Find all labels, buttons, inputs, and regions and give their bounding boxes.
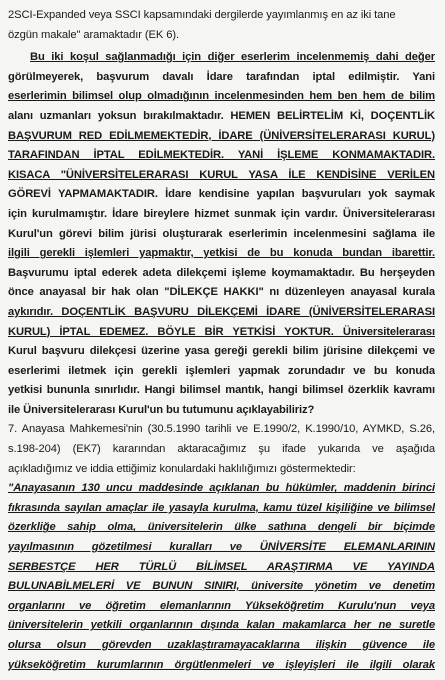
paragraph1-line-2: özgün makale" aramaktadır (EK 6). — [8, 28, 180, 41]
quote-line-3: özerkliğe sahip olma, üniversitelerin ülke sathına dengeli bir biçimde — [8, 521, 435, 534]
paragraph1-line-1: 2SCI-Expanded veya SSCI kapsamındaki dergilerde yayımlanmış en az iki tane — [8, 9, 396, 21]
paragraph2-line-16: Kurul başvuru dilekçesi üzerine yasa gereği gerekli bilim jürisine dilekçemi ve — [8, 345, 435, 358]
quote-line-4: yayılmasının gözetilmesi kuralları ve ÜNİVERSİTE ELEMANLARININ — [8, 541, 435, 554]
paragraph3-line-3: açıkladığımız ve iddia ettiğimiz konulardaki haklılığımızı göstermektedir: — [8, 462, 356, 475]
paragraph2-line-5: BAŞVURUM RED EDİLMEMEKTEDİR, İDARE (ÜNİVERSİTELERARASI KURUL) — [8, 129, 435, 142]
quote-line-10: yükseköğretim kurumlarının örgütlenmeleri ve işleyişleri ile ilgili olarak — [8, 658, 435, 671]
quote-line-7: organlarını ve öğretim elemanlarının Yükseköğretim Kurulu'nun veya — [8, 599, 435, 612]
paragraph2-line-11: ilgili gerekli işlemleri yapmaktır, yetkisi de bu konuda bundan ibarettir. — [8, 247, 435, 260]
quote-line-6: BULUNABİLMELERİ VE BUNUN SINIRI, üniversite yönetim ve denetim — [8, 580, 435, 593]
paragraph2-line-13: önce anayasal bir hak olan "DİLEKÇE HAKKI" nı düzenleyen anayasal kurala — [8, 286, 435, 299]
paragraph2-line-1: Bu iki koşul sağlanmadığı için diğer eserlerim incelenmemiş dahi değer — [30, 51, 435, 64]
paragraph2-line-2: görülmeyerek, başvurum davalı İdare tarafından iptal edilmiştir. Yani — [8, 70, 435, 83]
paragraph2-line-7: KISACA "ÜNİVERSİTELERARASI KURUL YASA İLE KENDİSİNE VERİLEN — [8, 168, 435, 181]
quote-line-2: fıkrasında sayılan amaçlar ile yasayla kurulma, kamu tüzel kişiliğine ve bilimsel — [8, 501, 435, 514]
paragraph3-line-2: s.198-204) (EK7) kararından aktaracağımız şu ifade yukarıda ve aşağıda — [8, 443, 435, 456]
paragraph2-line-17: eserlerimi iletmek için gerekli işlemleri yapmak zorundadır ve bu konuda — [8, 364, 435, 377]
quote-line-1: "Anayasanın 130 uncu maddesinde açıklanan bu hükümler, maddenin birinci — [8, 482, 435, 495]
paragraph2-line-8: GÖREVİ YAPMAMAKTADIR. İdare kendisine yapılan başvuruları yok saymak — [8, 188, 435, 201]
paragraph2-line-9: için kurulmamıştır. İdare bireylere hizmet sunmak için vardır. Üniversitelerarası — [8, 207, 435, 220]
quote-line-9: olursa olsun görevden uzaklaştıramayacaklarına ilişkin güvence ile — [8, 639, 435, 651]
paragraph2-line-3: eserlerimin bilimsel olup olmadığının incelenmesinden hem ben hem de bilim — [8, 90, 435, 103]
paragraph2-line-14: aykırıdır. DOÇENTLİK BAŞVURU DİLEKÇEMİ İDARE (ÜNİVERSİTELERARASI — [8, 305, 435, 318]
paragraph2-line-15: KURUL) İPTAL EDEMEZ. BÖYLE BİR YETKİSİ YOKTUR. Üniversitelerarası — [8, 325, 435, 338]
paragraph2-line-12: Başvurumu iptal ederek adeta dilekçemi işleme koymamaktadır. Bu herşeyden — [8, 266, 435, 279]
paragraph2-line-10: Kurul'un görevi bilim jürisi oluşturarak eserlerimin incelenmesini sağlama ile — [8, 227, 435, 240]
quote-line-5: SERBESTÇE HER TÜRLÜ BİLİMSEL ARAŞTIRMA VE YAYINDA — [8, 560, 435, 573]
paragraph3-line-1: 7. Anayasa Mahkemesi'nin (30.5.1990 tarihli ve E.1990/2, K.1990/10, AYMKD, S.26, — [8, 423, 435, 436]
paragraph2-line-6: TARAFINDAN İPTAL EDİLMEKTEDİR. YANİ İŞLEME KONMAMAKTADIR. — [8, 149, 435, 162]
quote-line-8: üniversitelerin yetkili organlarının dışında kalan makamlarca her ne suretle — [8, 619, 435, 632]
paragraph2-line-18: yetkisi bununla sınırlıdır. Hangi bilimsel mantık, hangi bilimsel özerklik kavramı — [8, 384, 435, 397]
paragraph2-line-19: ile Üniversitelerarası Kurul'un bu tutumunu açıklayabiliriz? — [8, 403, 315, 416]
paragraph2-line-4: alanı uzmanları yoksun bırakılmaktadır. HEMEN BELİRTELİM Kİ, DOÇENTLİK — [8, 109, 435, 122]
